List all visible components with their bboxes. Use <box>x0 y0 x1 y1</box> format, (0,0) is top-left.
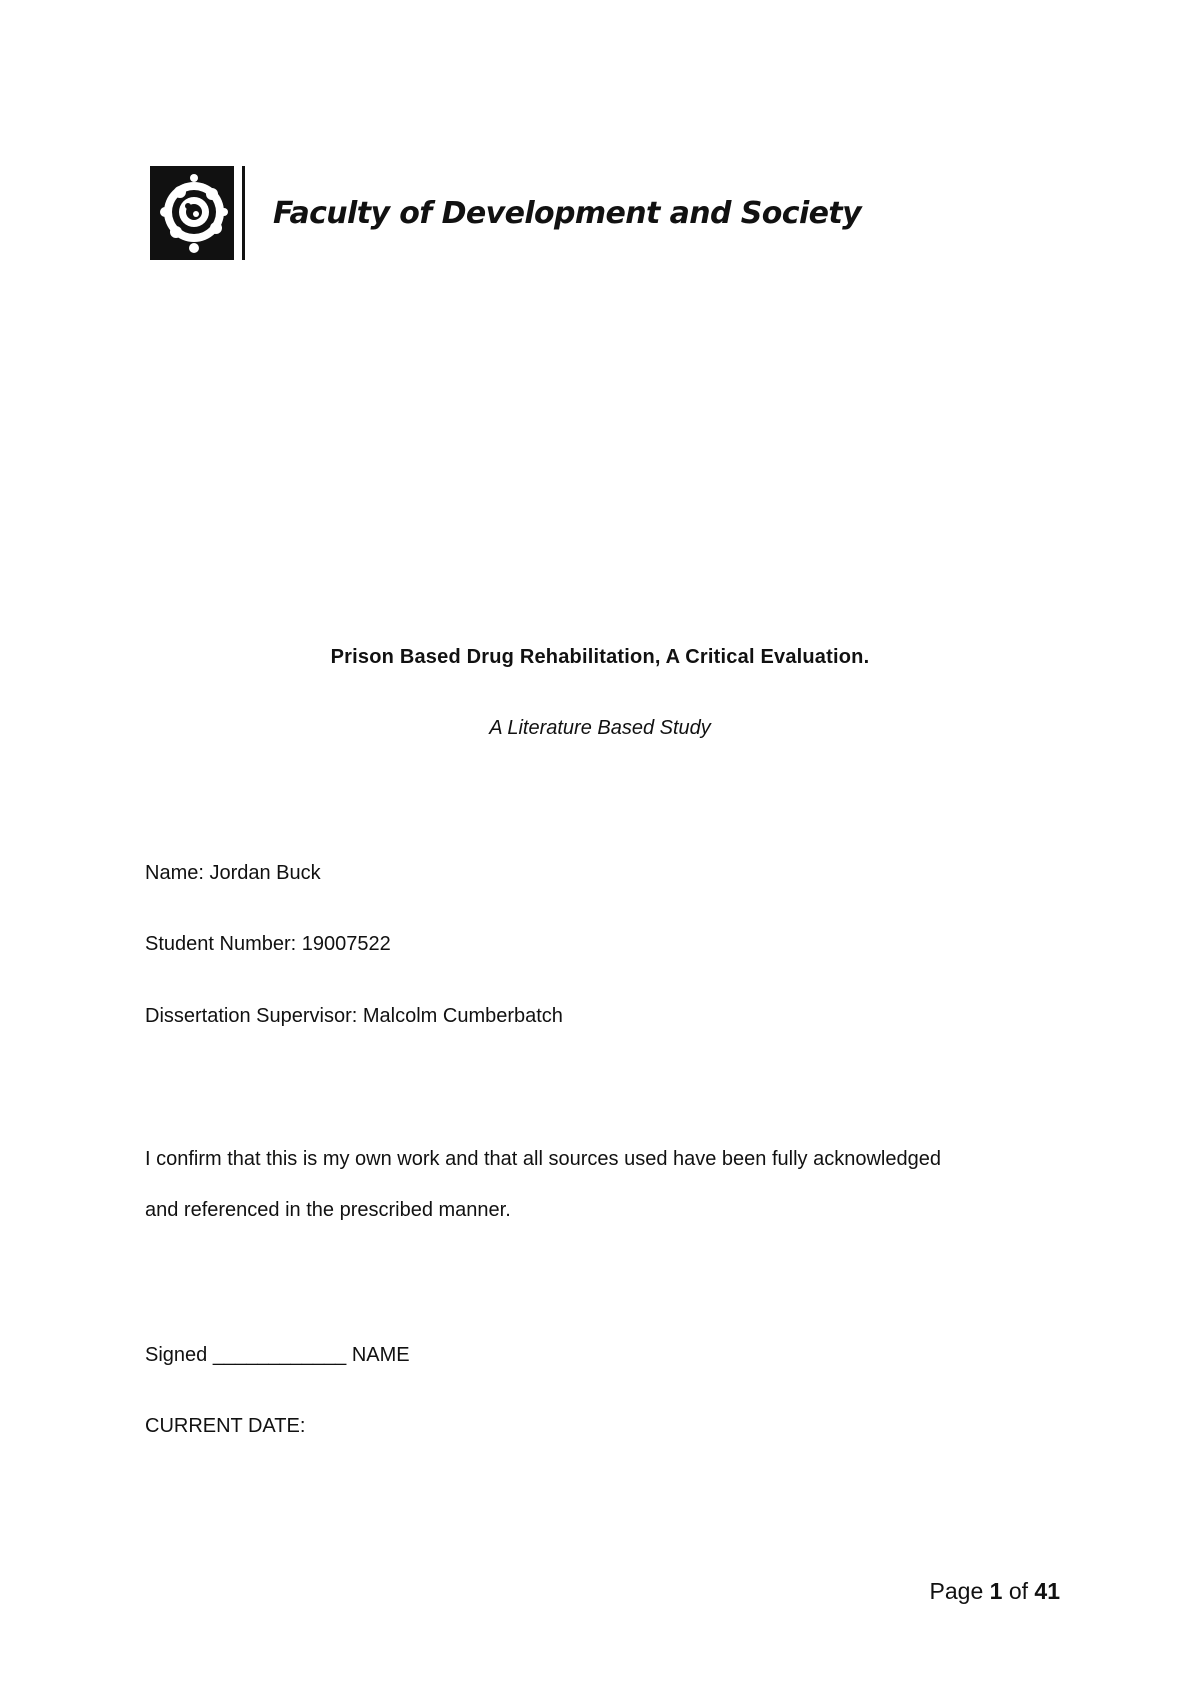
student-name: Name: Jordan Buck <box>145 862 321 884</box>
header-divider <box>242 166 245 260</box>
rose-emblem-icon <box>150 166 234 260</box>
of-label: of <box>1008 1578 1029 1604</box>
total-pages: 41 <box>1034 1578 1060 1604</box>
current-page-number: 1 <box>989 1578 1003 1604</box>
document-title: Prison Based Drug Rehabilitation, A Critical Evaluation. <box>330 646 870 668</box>
dissertation-supervisor: Dissertation Supervisor: Malcolm Cumberbatch <box>145 1005 563 1027</box>
signature-line: Signed ____________ NAME <box>145 1344 410 1366</box>
declaration-line-1: I confirm that this is my own work and that all sources used have been fully acknowledged <box>145 1148 941 1170</box>
faculty-name: Faculty of Development and Society <box>273 195 862 231</box>
page-header <box>150 166 861 260</box>
declaration-line-2: and referenced in the prescribed manner. <box>145 1199 511 1221</box>
document-subtitle: A Literature Based Study <box>489 717 711 739</box>
current-date-line: CURRENT DATE: <box>145 1415 306 1437</box>
page-label: Page <box>929 1578 984 1604</box>
page-number-footer <box>930 1578 1060 1605</box>
student-number: Student Number: 19007522 <box>145 933 391 955</box>
